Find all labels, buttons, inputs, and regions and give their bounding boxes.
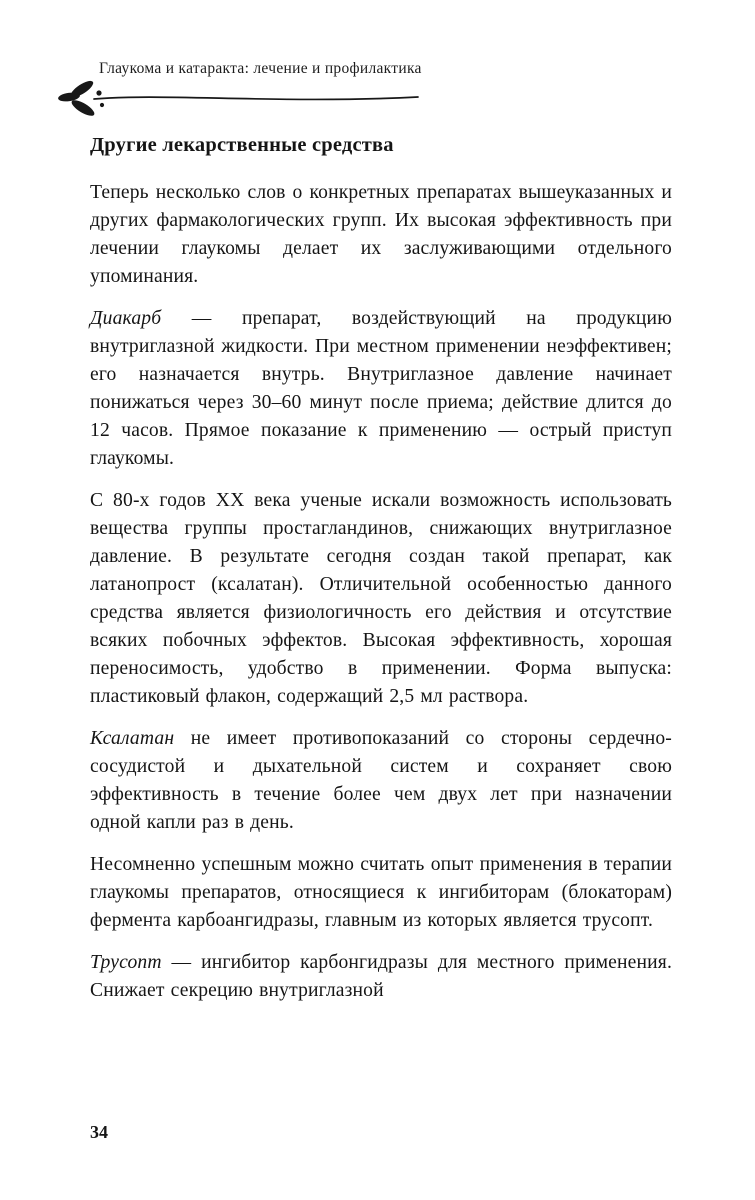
paragraph-2 bbox=[90, 305, 672, 473]
drug-name-italic: Диакарб bbox=[90, 308, 162, 329]
paragraph-text: Теперь несколько слов о конкретных препаратах вышеуказанных и других фармакологических групп. Их высокая эффективность при лечении глаукомы делает их заслуживающими отдельного упоминания. bbox=[90, 182, 672, 287]
paragraph-text: — ингибитор карбонгидразы для местного применения. Снижает секрецию внутриглазной bbox=[90, 952, 672, 1001]
paragraph-text: — препарат, воздействующий на продукцию внутриглазной жидкости. При местном применении неэффективен; его назначается внутрь. Внутриглазное давление начинает понижаться через 30–60 минут после приема; действие длится до 12 часов. Прямое показание к применению — острый приступ глаукомы. bbox=[90, 308, 672, 469]
paragraph-text: не имеет противопоказаний со стороны сердечно-сосудистой и дыхательной систем и сохраняет свою эффективность в течение более чем двух лет при назначении одной капли раз в день. bbox=[90, 728, 672, 833]
page-body bbox=[90, 134, 672, 1019]
paragraph-1 bbox=[90, 179, 672, 291]
paragraph-4 bbox=[90, 725, 672, 837]
paragraph-text: С 80-х годов XX века ученые искали возможность использовать вещества группы простагландинов, снижающих внутриглазное давление. В результате сегодня создан такой препарат, как латанопрост (ксалатан). Отличительной особенностью данного средства является физиологичность его действия и отсутствие всяких побочных эффектов. Высокая эффективность, хорошая переносимость, удобство в применении. Форма выпуска: пластиковый флакон, содержащий 2,5 мл раствора. bbox=[90, 490, 672, 707]
paragraph-3 bbox=[90, 487, 672, 711]
paragraph-text: Несомненно успешным можно считать опыт применения в терапии глаукомы препаратов, относящиеся к ингибиторам (блокаторам) фермента карбоангидразы, главным из которых является трусопт. bbox=[90, 854, 672, 931]
page-number: 34 bbox=[90, 1122, 108, 1142]
paragraph-6 bbox=[90, 949, 672, 1005]
drug-name-italic: Ксалатан bbox=[90, 728, 175, 749]
section-heading: Другие лекарственные средства bbox=[90, 134, 394, 156]
running-head: Глаукома и катаракта: лечение и профилактика bbox=[99, 60, 422, 77]
flourish-ornament-icon bbox=[52, 80, 424, 120]
drug-name-italic: Трусопт bbox=[90, 952, 162, 973]
paragraph-5 bbox=[90, 851, 672, 935]
